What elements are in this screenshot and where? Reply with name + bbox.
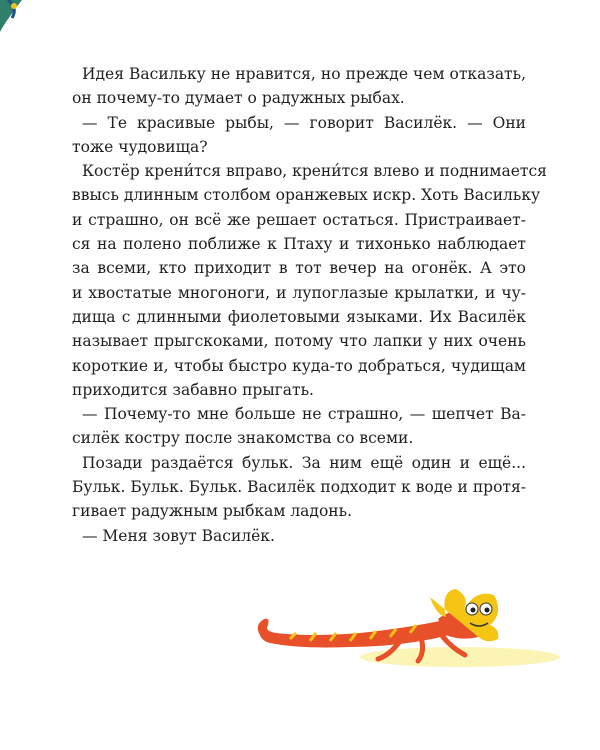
text-line: он почему-то думает о радужных рыбах.: [72, 89, 405, 108]
text-line: — Почему-то мне больше не страшно, — шепчет Ва-: [82, 405, 526, 424]
text-line: за всеми, кто приходит в тот вечер на огонёк. А это: [72, 259, 526, 278]
text-line: Костёр крени́тся вправо, крени́тся влево и поднимается: [82, 162, 547, 181]
text-line: тоже чудовища?: [72, 137, 208, 156]
text-line: дища с длинными фиолетовыми языками. Их Василёк: [72, 307, 526, 326]
text-line: приходится забавно прыгать.: [72, 380, 314, 399]
text-line: и хвостатые многоноги, и лупоглазые крылатки, и чу-: [72, 283, 526, 302]
text-line: и страшно, он всё же решает остаться. Пристраивает-: [72, 210, 526, 229]
text-line: — Те красивые рыбы, — говорит Василёк. — Они: [82, 113, 526, 132]
corner-plant-illustration: [0, 0, 40, 40]
frilled-lizard-illustration: [250, 585, 560, 670]
text-line: короткие и, чтобы быстро куда-то добраться, чудищам: [72, 356, 526, 375]
text-line: ввысь длинным столбом оранжевых искр. Хоть Васильку: [72, 186, 541, 205]
text-line: силёк костру после знакомства со всеми.: [72, 429, 414, 448]
text-line: — Меня зовут Василёк.: [82, 526, 275, 545]
text-line: Идея Васильку не нравится, но прежде чем отказать,: [82, 65, 526, 83]
text-line: гивает радужным рыбкам ладонь.: [72, 502, 352, 521]
text-line: Бульк. Бульк. Бульк. Василёк подходит к воде и протя-: [72, 478, 526, 497]
story-text: [72, 62, 547, 548]
text-line: Позади раздаётся бульк. За ним ещё один и ещё...: [82, 453, 526, 472]
text-line: называет прыгскоками, потому что лапки у них очень: [72, 332, 526, 351]
text-line: ся на полено поближе к Птаху и тихонько наблюдает: [72, 235, 526, 254]
